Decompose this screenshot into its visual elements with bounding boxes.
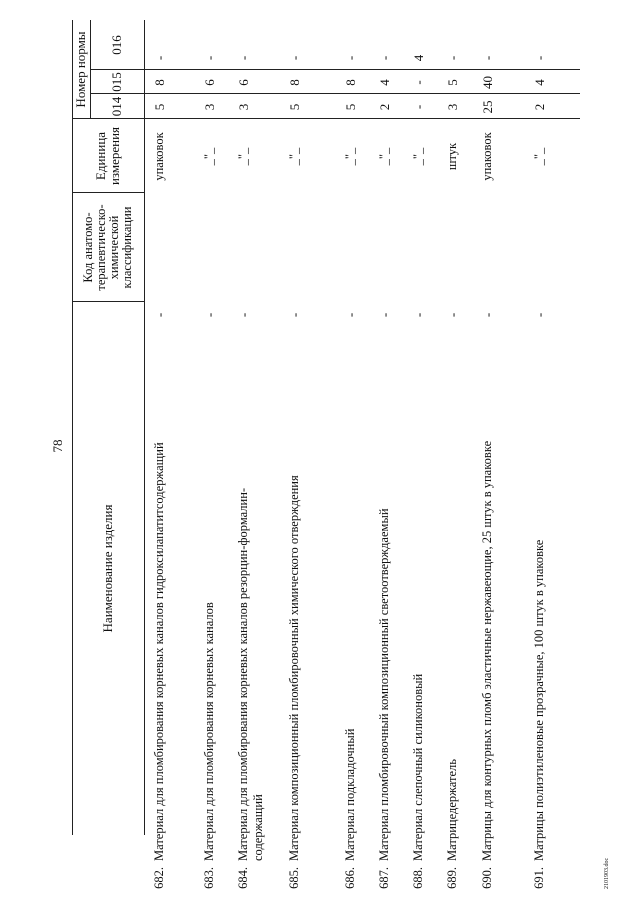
norm-left-line (72, 118, 580, 119)
atc-code: - (532, 312, 547, 318)
row-number: 689. (445, 867, 459, 889)
unit: _"_ (202, 147, 216, 166)
item-name: Материал для пломбирования корневых каналов гидроксилапатитсодержащий (152, 442, 166, 861)
norm-015-value: 40 (480, 76, 495, 89)
unit: _"_ (532, 147, 546, 166)
norm-014-value: 2 (377, 103, 392, 111)
row-number: 682. (152, 867, 166, 889)
header-bottom-border (144, 20, 145, 835)
header-norm-014: 014 (109, 96, 124, 117)
unit: _"_ (377, 147, 391, 166)
unit: штук (445, 142, 459, 171)
norm-016-value: - (377, 55, 392, 61)
norms-table (72, 20, 580, 835)
norm-014-value: 5 (343, 103, 358, 111)
norm-016-value: - (445, 55, 460, 61)
norm-016-value: 4 (411, 54, 426, 62)
norm-015-value: 6 (236, 79, 251, 86)
norm-014-value: 2 (532, 103, 547, 111)
norm-015-value: 6 (202, 79, 217, 86)
norm-016-value: - (343, 55, 358, 61)
item-name: Материал пломбировочный композиционный светоотверждаемый (377, 508, 391, 861)
norm-015-value: 4 (532, 79, 547, 86)
item-name: Матрицы полиэтиленовые прозрачные, 100 штук в упаковке (532, 539, 546, 861)
item-name: Материал слепочный силиконовый (411, 673, 425, 861)
norm-014-value: 5 (287, 103, 302, 111)
atc-code: - (343, 312, 358, 318)
norm-015-value: 8 (152, 79, 167, 86)
norm-014-value: 5 (152, 103, 167, 111)
norm-016-value: - (202, 55, 217, 61)
atc-code: - (480, 312, 495, 318)
unit: упаковок (152, 132, 166, 181)
norm-016-value: - (480, 55, 495, 61)
page-number: 78 (50, 439, 65, 453)
atc-code: - (287, 312, 302, 318)
header-name: Наименование изделия (100, 504, 115, 633)
item-name: Материал для пломбирования корневых каналов (202, 602, 216, 861)
norm-014-value: 3 (202, 103, 217, 111)
unit: _"_ (236, 147, 250, 166)
atc-code: - (377, 312, 392, 318)
unit: _"_ (287, 147, 301, 166)
norm-015-value: 5 (445, 79, 460, 86)
header-atc-code: Код анатомо-терапевтическо-химической классификации (81, 204, 134, 291)
unit: _"_ (411, 147, 425, 166)
atc-code: - (152, 312, 167, 318)
header-norm-015: 015 (109, 72, 124, 92)
row-number: 687. (377, 867, 391, 889)
document-code: 2101903.doc (604, 857, 610, 889)
unit: _"_ (343, 147, 357, 166)
atc-code: - (445, 312, 460, 318)
row-number: 684. (236, 867, 250, 889)
norm-015-value: 8 (343, 79, 358, 86)
norm-014-value: - (411, 104, 426, 110)
row-number: 691. (532, 867, 546, 889)
norm-014-value: 3 (445, 103, 460, 111)
norm-014-value: 3 (236, 103, 251, 111)
norm-016-value: - (532, 55, 547, 61)
row-number: 685. (287, 867, 301, 889)
header-norm-group: Номер нормы (73, 31, 88, 108)
norm-014-value: 25 (480, 100, 495, 114)
norm-015-value: 8 (287, 79, 302, 86)
norm-015-value: - (411, 80, 426, 85)
item-name: Материал композиционный пломбировочный химического отверждения (287, 475, 301, 861)
norm-016-value: - (287, 55, 302, 61)
norm-015-value: 4 (377, 79, 392, 86)
item-name: Матрицы для контурных пломб эластичные нержавеющие, 25 штук в упаковке (480, 440, 494, 861)
header-norm-016: 016 (109, 35, 124, 55)
item-name: Матрицедержатель (445, 759, 459, 861)
item-name: Материал подкладочный (343, 728, 357, 861)
unit: упаковок (480, 132, 494, 181)
norm-016-value: - (152, 55, 167, 61)
item-name: Материал для пломбирования корневых каналов резорцин-формалин-содержащий (236, 487, 265, 861)
header-unit: Единица измерения (93, 126, 122, 186)
row-number: 683. (202, 867, 216, 889)
atc-code: - (202, 312, 217, 318)
row-number: 686. (343, 867, 357, 889)
atc-code: - (236, 312, 251, 318)
row-number: 688. (411, 867, 425, 889)
norm-016-value: - (236, 55, 251, 61)
row-number: 690. (480, 867, 494, 889)
atc-code: - (411, 312, 426, 318)
